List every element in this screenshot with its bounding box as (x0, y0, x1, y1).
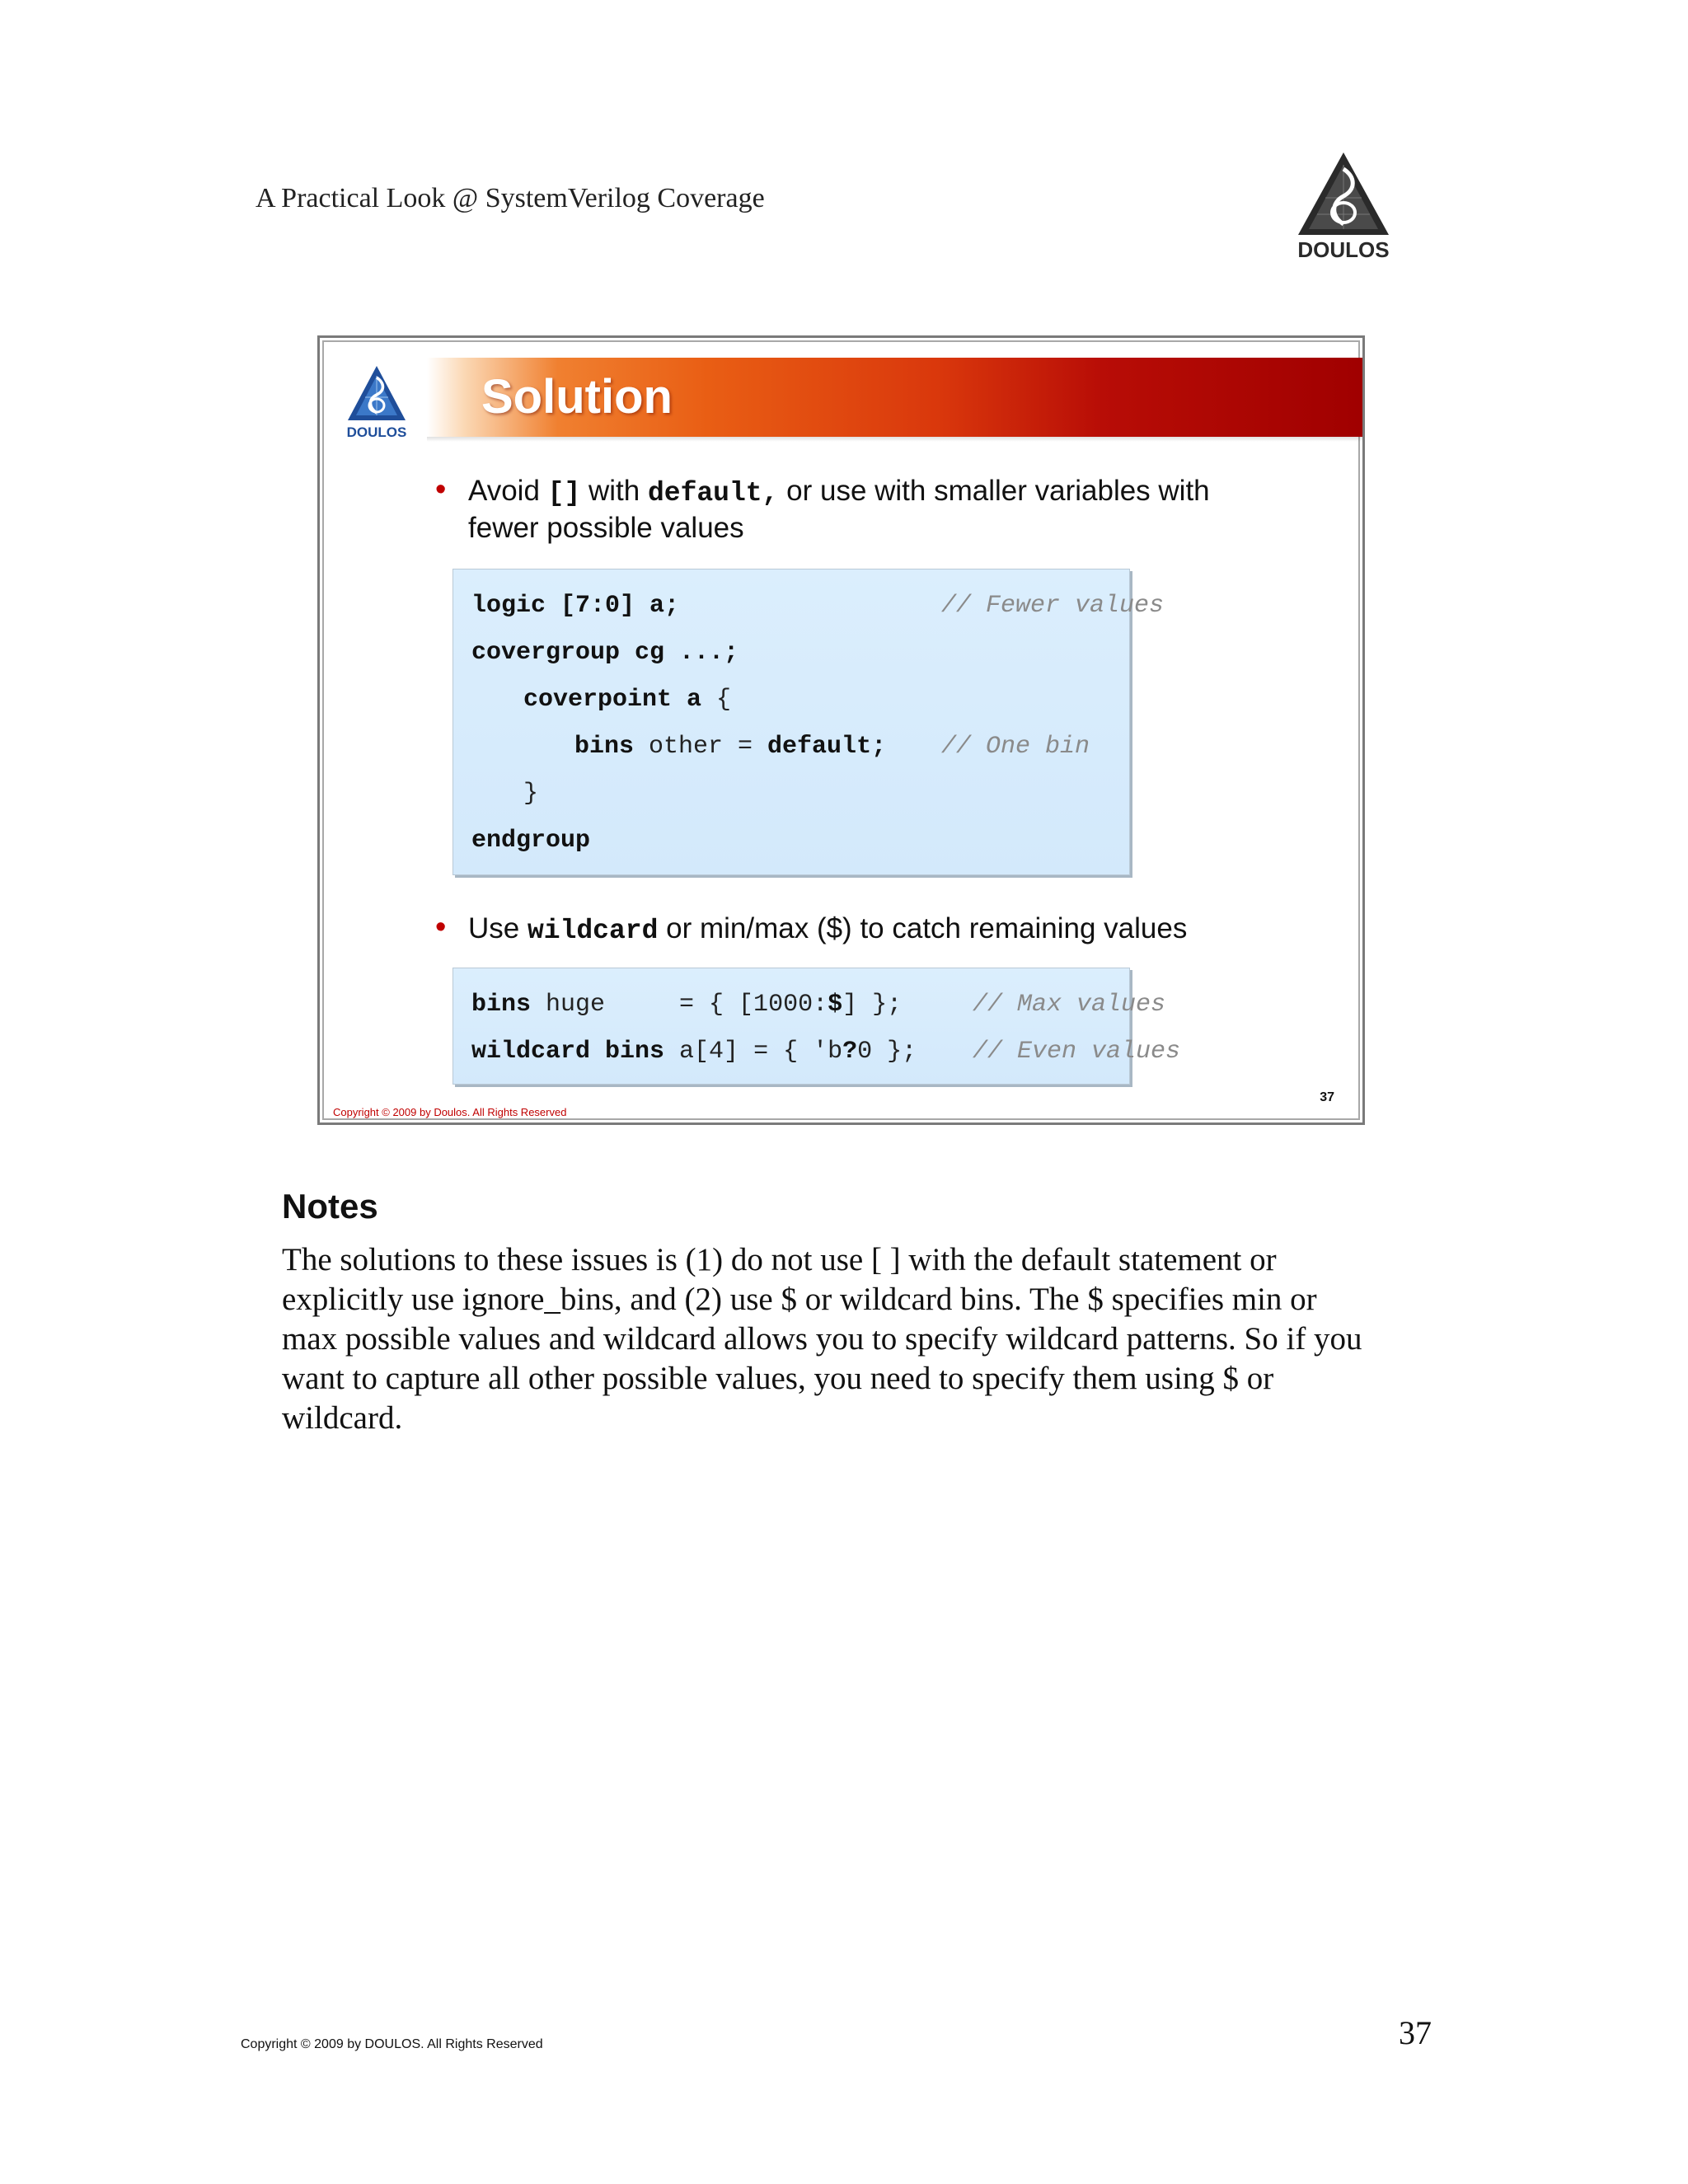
bullet-1-code-brackets: [] (547, 478, 581, 509)
code-comment: // One bin (941, 733, 1090, 761)
footer-copyright: Copyright © 2009 by DOULOS. All Rights Reserved (241, 2037, 543, 2051)
footer-page-number: 37 (1399, 2014, 1432, 2051)
notes-line: want to capture all other possible values, you need to specify them using $ or (282, 1361, 1274, 1396)
code-block-2 (452, 968, 1181, 1085)
code-line: wildcard bins a[4] = { 'b?0 }; (471, 1038, 917, 1066)
header-logo-text: DOULOS (1297, 237, 1390, 262)
code-line: covergroup cg ...; (471, 639, 739, 667)
bullet-2 (435, 910, 1188, 949)
code-comment: // Even values (973, 1038, 1181, 1066)
bullet-1-text-2: with (580, 475, 648, 507)
code-line: bins other = default; (574, 733, 887, 761)
page-header-title: A Practical Look @ SystemVerilog Coverage (256, 183, 765, 213)
notes-line: wildcard. (282, 1400, 403, 1436)
bullet-1-code-default: default, (647, 478, 779, 509)
code-line: coverpoint a { (523, 686, 732, 714)
code-line: bins huge = { [1000:$] }; (471, 991, 903, 1019)
slide-frame (317, 335, 1365, 1125)
code-line: } (523, 780, 539, 808)
notes-heading: Notes (282, 1187, 378, 1226)
notes-body (282, 1240, 1419, 1438)
notes-line: The solutions to these issues is (1) do not use [ ] with the default statement or (282, 1242, 1277, 1277)
code-block-1 (452, 569, 1165, 875)
slide-page-number: 37 (1320, 1090, 1334, 1104)
bullet-1 (435, 472, 1210, 546)
code-line: endgroup (471, 827, 591, 855)
bullet-dot-icon: • (435, 472, 447, 507)
notes-line: max possible values and wildcard allows you to specify wildcard patterns. So if you (282, 1321, 1362, 1357)
bullet-1-line-2: fewer possible values (468, 512, 744, 544)
notes-line: explicitly use ignore_bins, and (2) use $ or wildcard bins. The $ specifies min or (282, 1282, 1317, 1317)
slide-logo-text: DOULOS (346, 424, 407, 440)
code-comment: // Fewer values (941, 592, 1165, 620)
slide-title: Solution (481, 370, 673, 424)
slide-copyright: Copyright © 2009 by Doulos. All Rights Reserved (333, 1106, 567, 1118)
code-line: logic [7:0] a; (471, 592, 680, 620)
bullet-1-text-3: or use with smaller variables with (778, 475, 1210, 507)
bullet-1-text-1: Avoid (468, 475, 548, 507)
bullet-2-text-1: Use (468, 912, 528, 944)
bullet-dot-icon: • (435, 910, 447, 944)
doulos-logo (1294, 148, 1393, 264)
code-comment: // Max values (973, 991, 1166, 1019)
slide-doulos-logo (345, 363, 409, 442)
bullet-2-code-wildcard: wildcard (527, 916, 659, 946)
bullet-2-text-2: or min/max ($) to catch remaining values (658, 912, 1188, 944)
